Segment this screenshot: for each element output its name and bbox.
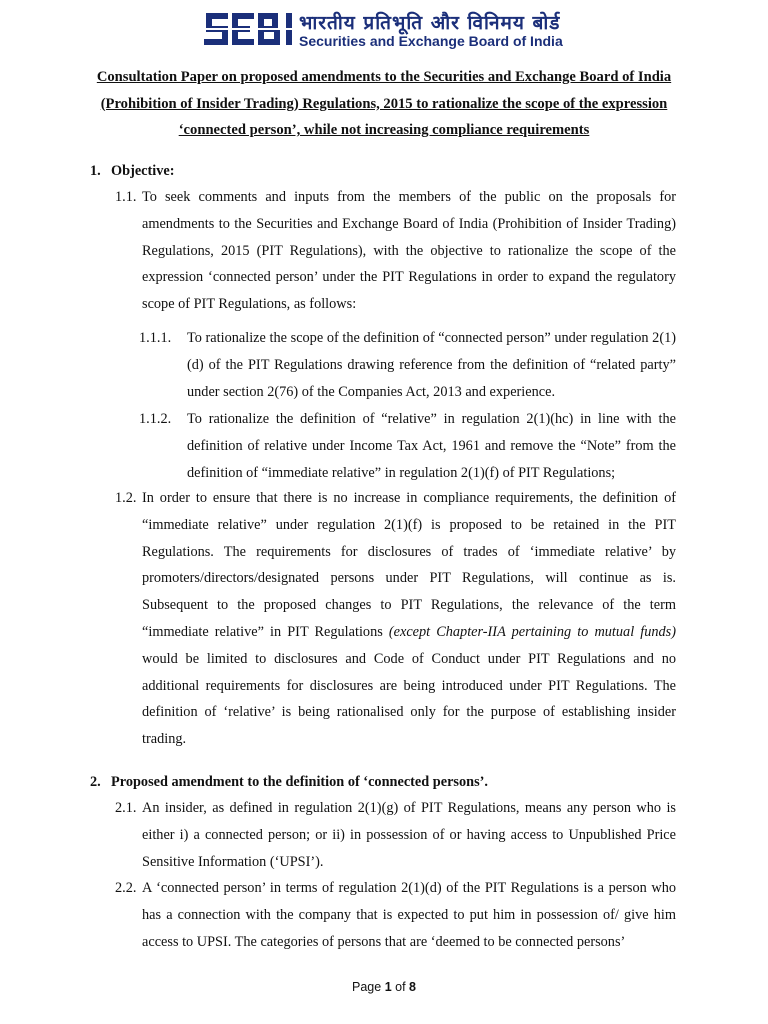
para-1-1-number: 1.1. (115, 189, 137, 205)
page-total: 8 (409, 980, 416, 994)
sebi-logo (204, 10, 294, 48)
org-name-hindi: भारतीय प्रतिभूति और विनिमय बोर्ड (299, 12, 561, 34)
org-name-english: Securities and Exchange Board of India (299, 33, 563, 49)
para-2-1-number: 2.1. (115, 800, 137, 816)
section-2-number: 2. (90, 774, 101, 790)
para-2-2-number: 2.2. (115, 880, 137, 896)
section-2-heading: Proposed amendment to the definition of ‘connected persons’. (111, 774, 488, 790)
para-1-2-italic: (except Chapter-IIA pertaining to mutual funds) (388, 623, 676, 640)
para-1-2-text-a: In order to ensure that there is no increase in compliance requirements, the definition of “immediate relative” under regulation 2(1)(f) is proposed to be retained in the PIT Regulations. The requirements for disclosures of trades of ‘immediate relative’ by promoters/directors/designated persons under PIT Regulations, will continue as is. Subsequent to the proposed changes to PIT Regulations, the relevance of the term “immediate relative” in PIT Regulations (142, 490, 676, 640)
para-1-2-text (142, 485, 676, 753)
para-1-2-text-b: would be limited to disclosures and Code of Conduct under PIT Regulations and no additional requirements for disclosures are being introduced under PIT Regulations. The definition of ‘relative’ is being rationalised only for the purpose of establishing insider trading. (142, 650, 676, 748)
para-1-1-2-number: 1.1.2. (139, 411, 172, 427)
para-1-1-text: To seek comments and inputs from the members of the public on the proposals for amendments to the Securities and Exchange Board of India (Prohibition of Insider Trading) Regulations, 2015 (PIT Regulations), with the objective to rationalize the scope of the expression ‘connected person’ under the PIT Regulations in order to expand the regulatory scope of PIT Regulations, as follows: (142, 189, 676, 313)
para-1-1-2-text: To rationalize the definition of “relative” in regulation 2(1)(hc) in line with the definition of relative under Income Tax Act, 1961 and remove the “Note” from the definition of “immediate relative” in regulation 2(1)(f) of PIT Regulations; (187, 411, 676, 481)
page-current: 1 (384, 980, 392, 994)
page-label: Page (352, 980, 382, 994)
of-label: of (395, 980, 406, 994)
section-1-heading: Objective: (111, 163, 175, 179)
para-1-1-1-number: 1.1.1. (139, 330, 172, 346)
para-1-2-number: 1.2. (115, 490, 137, 506)
para-1-1-1-text: To rationalize the scope of the definition of “connected person” under regulation 2(1)(d) of the PIT Regulations drawing reference from the definition of “related party” under section 2(76) of the Companies Act, 2013 and experience. (187, 330, 676, 400)
para-2-1-text: An insider, as defined in regulation 2(1)(g) of PIT Regulations, means any person who is either i) a connected person; or ii) in possession of or having access to Unpublished Price Sensitive Information (‘UPSI’). (142, 800, 676, 870)
header (0, 8, 768, 52)
page-footer (0, 980, 768, 994)
document-title: Consultation Paper on proposed amendments to the Securities and Exchange Board of India (Prohibition of Insider Trading) Regulations, 2015 to rationalize the scope of the expression ‘connected person’, while not increasing compliance requirements (96, 69, 672, 138)
section-1-number: 1. (90, 163, 101, 179)
para-2-2-text: A ‘connected person’ in terms of regulation 2(1)(d) of the PIT Regulations is a person who has a connection with the company that is expected to put him in possession of/ give him access to UPSI. The categories of persons that are ‘deemed to be connected persons’ (142, 880, 676, 950)
